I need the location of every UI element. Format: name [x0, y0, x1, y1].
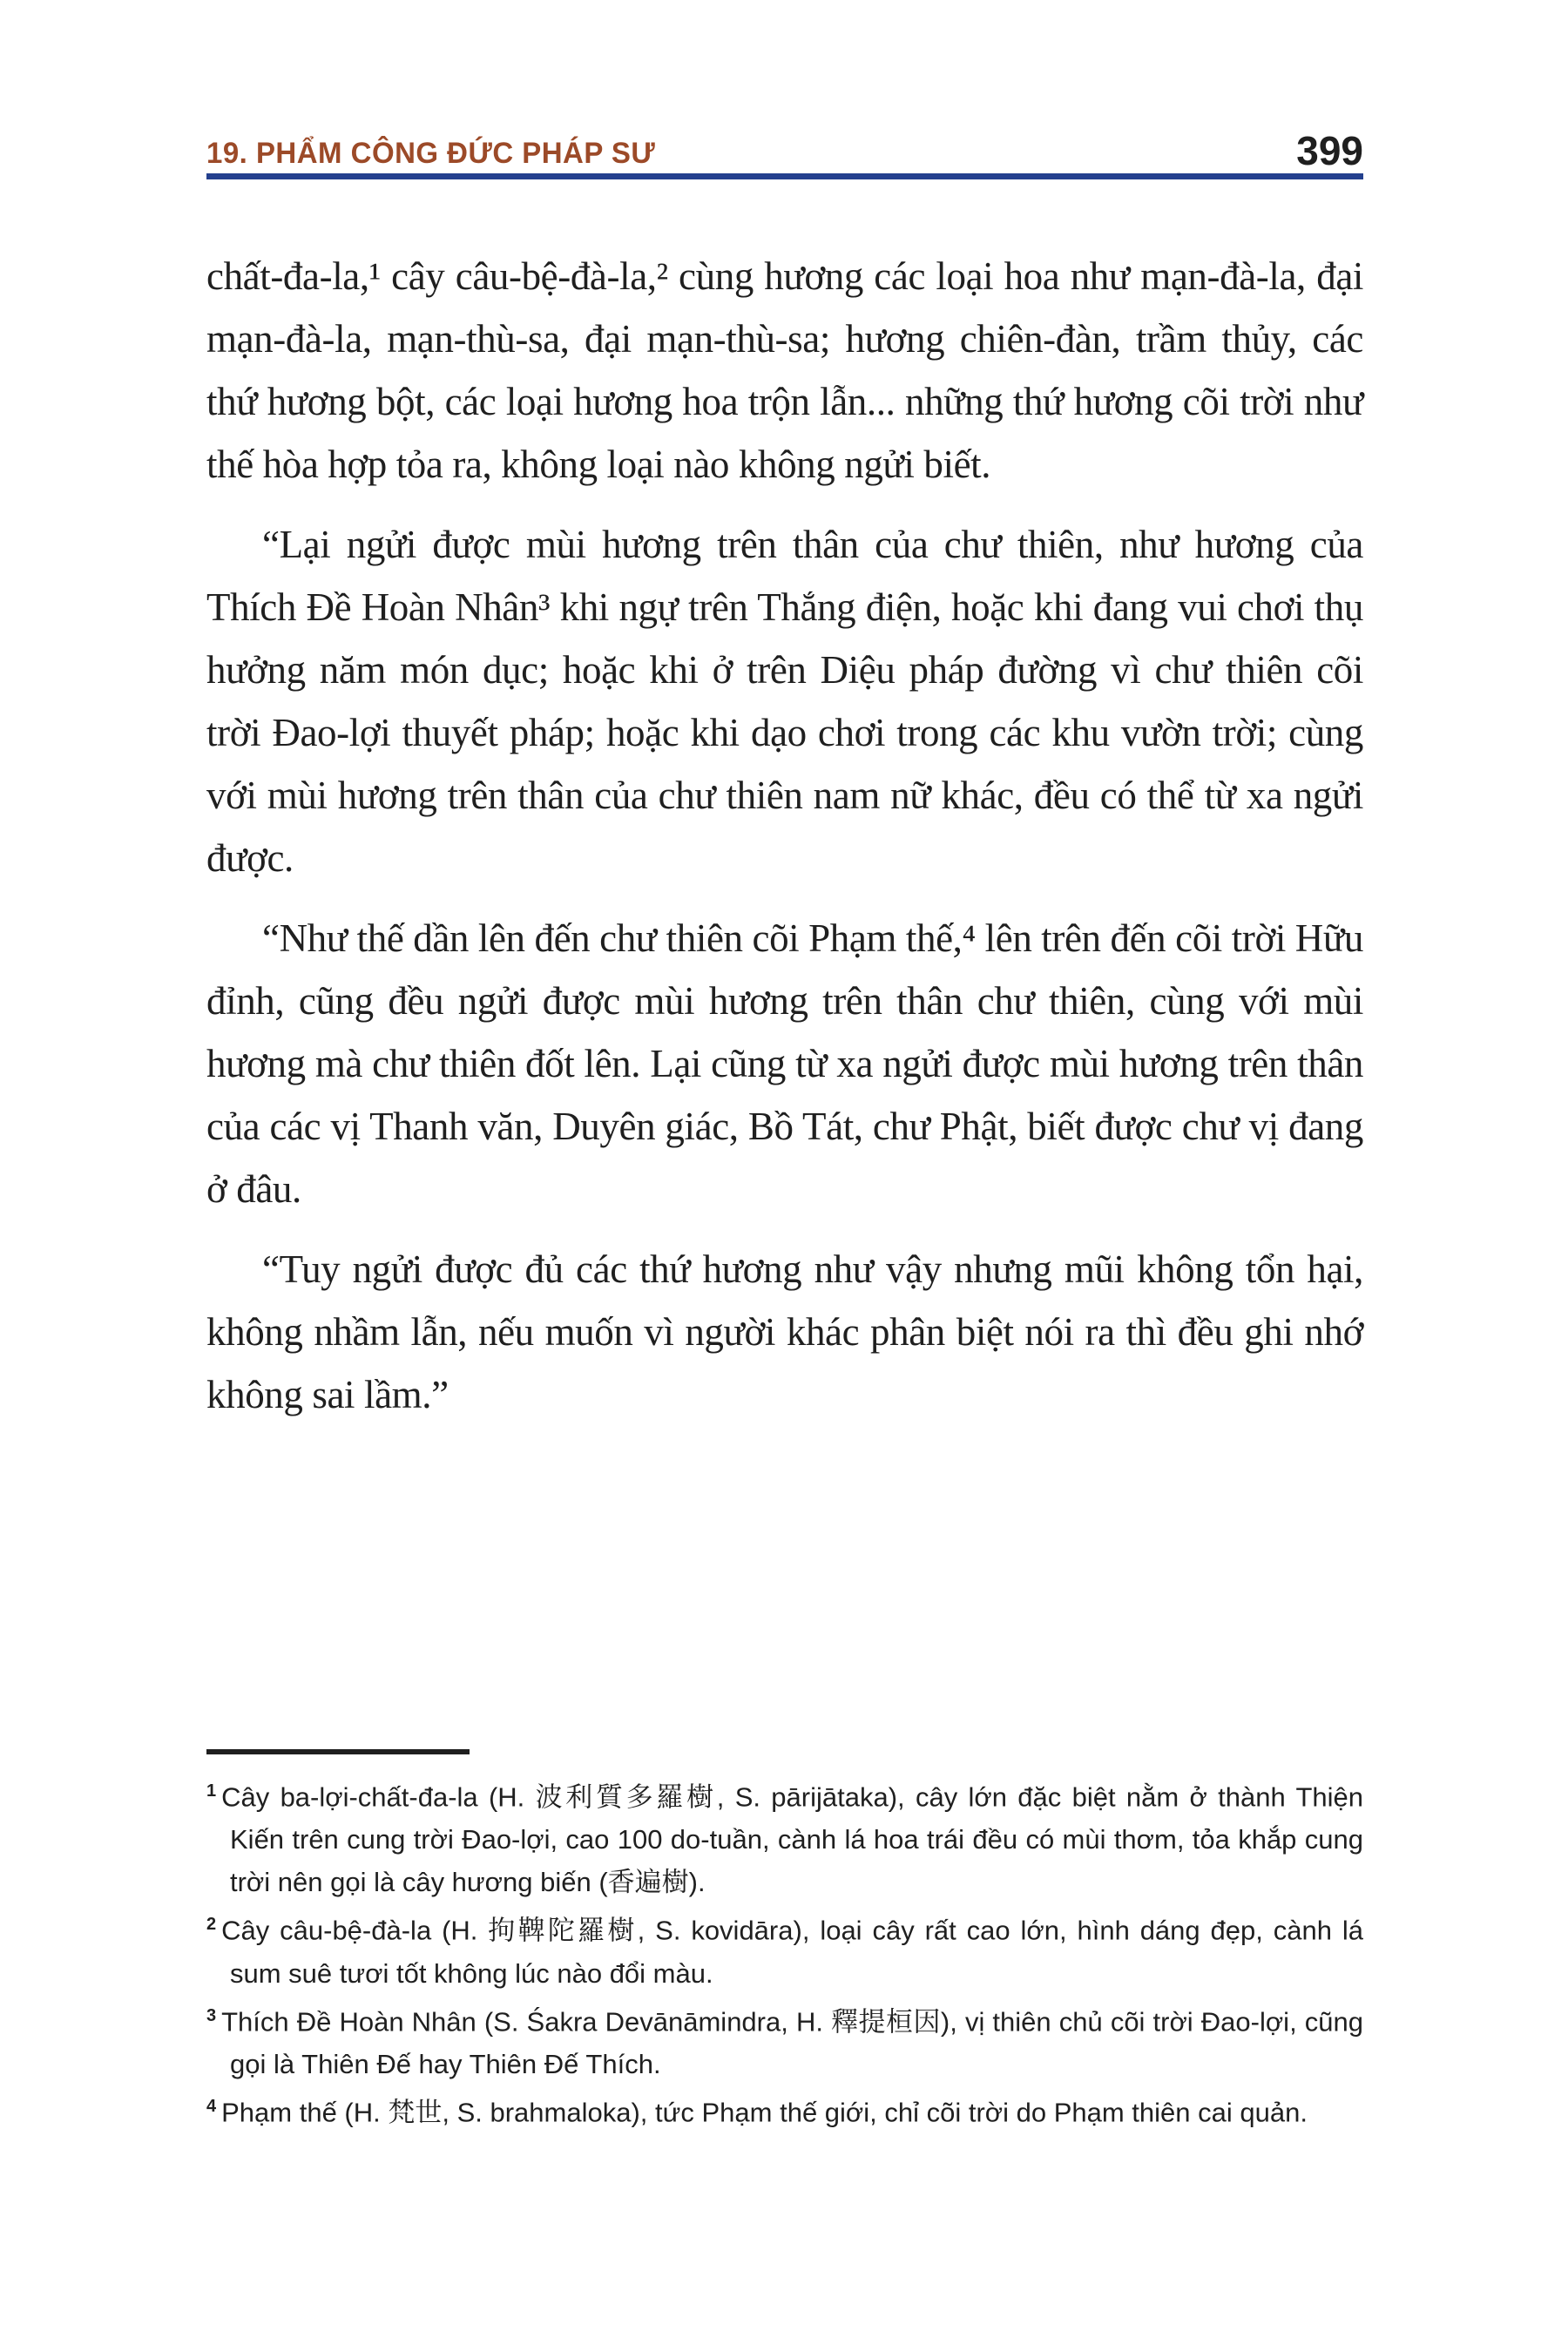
- header-rule: [206, 173, 1363, 179]
- chapter-title: 19. PHẨM CÔNG ĐỨC PHÁP SƯ: [206, 137, 656, 170]
- footnote-separator: [206, 1749, 470, 1754]
- paragraph-4: “Tuy ngửi được đủ các thứ hương như vậy nhưng mũi không tổn hại, không nhầm lẫn, nếu muốn vì người khác phân biệt nói ra thì đều ghi nhớ không sai lầm.”: [206, 1247, 1363, 1416]
- page-header: [206, 125, 1363, 174]
- footnote-text: Cây ba-lợi-chất-đa-la (H. 波利質多羅樹, S. pārijātaka), cây lớn đặc biệt nằm ở thành Thiện Kiến trên cung trời Đao-lợi, cao 100 do-tuần, cành lá hoa trái đều có mùi thơm, tỏa khắp cung trời nên gọi là cây hương biến (香遍樹).: [221, 1781, 1363, 1898]
- footnote-2: [206, 1903, 1363, 1994]
- footnote-text: Cây câu-bệ-đà-la (H. 拘鞞陀羅樹, S. kovidāra), loại cây rất cao lớn, hình dáng đẹp, cành lá sum suê tươi tốt không lúc nào đổi màu.: [221, 1915, 1363, 1989]
- footnote-number: 2: [206, 1915, 217, 1935]
- footnote-3: [206, 1995, 1363, 2085]
- footnote-number: 3: [206, 2005, 217, 2025]
- paragraph-2: “Lại ngửi được mùi hương trên thân của chư thiên, như hương của Thích Đề Hoàn Nhân³ khi ngự trên Thắng điện, hoặc khi đang vui chơi thụ hưởng năm món dục; hoặc khi ở trên Diệu pháp đường vì chư thiên cõi trời Đao-lợi thuyết pháp; hoặc khi dạo chơi trong các khu vườn trời; cùng với mùi hương trên thân của chư thiên nam nữ khác, đều có thể từ xa ngửi được.: [206, 523, 1363, 880]
- footnote-1: [206, 1770, 1363, 1903]
- page-number: 399: [1296, 128, 1363, 174]
- footnote-number: 4: [206, 2096, 217, 2116]
- footnote-4: [206, 2085, 1363, 2133]
- footnote-number: 1: [206, 1781, 217, 1801]
- paragraph-1: chất-đa-la,¹ cây câu-bệ-đà-la,² cùng hương các loại hoa như mạn-đà-la, đại mạn-đà-la, mạn-thù-sa, đại mạn-thù-sa; hương chiên-đàn, trầm thủy, các thứ hương bột, các loại hương hoa trộn lẫn... những thứ hương cõi trời như thế hòa hợp tỏa ra, không loại nào không ngửi biết.: [206, 254, 1363, 486]
- footnotes: [206, 1770, 1363, 2133]
- footnote-text: Phạm thế (H. 梵世, S. brahmaloka), tức Phạm thế giới, chỉ cõi trời do Phạm thiên cai quản.: [221, 2097, 1308, 2128]
- footnote-text: Thích Đề Hoàn Nhân (S. Śakra Devānāmindra, H. 釋提桓因), vị thiên chủ cõi trời Đao-lợi, cũng gọi là Thiên Đế hay Thiên Đế Thích.: [221, 2005, 1363, 2079]
- paragraph-3: “Như thế dần lên đến chư thiên cõi Phạm thế,⁴ lên trên đến cõi trời Hữu đỉnh, cũng đều ngửi được mùi hương trên thân chư thiên, cùng với mùi hương mà chư thiên đốt lên. Lại cũng từ xa ngửi được mùi hương trên thân của các vị Thanh văn, Duyên giác, Bồ Tát, chư Phật, biết được chư vị đang ở đâu.: [206, 916, 1363, 1211]
- body-text: [206, 245, 1363, 1443]
